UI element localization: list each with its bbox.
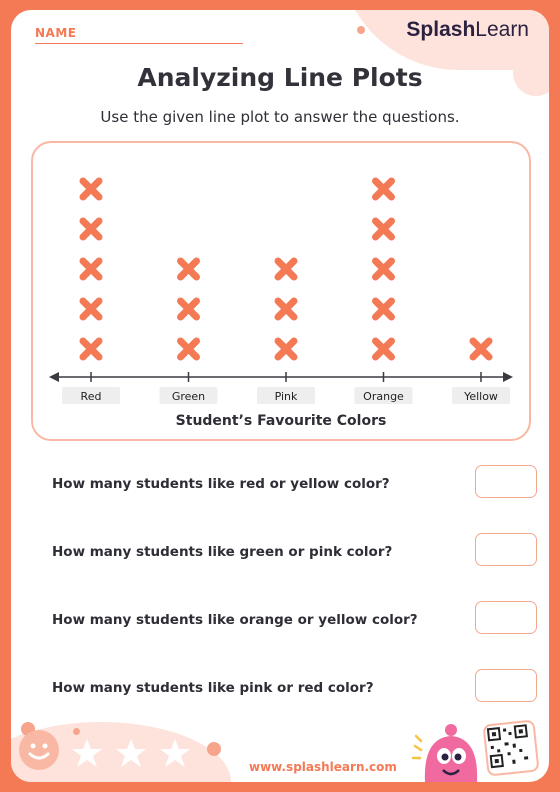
decorative-dot xyxy=(207,742,221,756)
decorative-dot xyxy=(73,728,80,735)
name-label: NAME xyxy=(35,26,77,40)
mascot-icon xyxy=(411,716,491,782)
tick-label: Green xyxy=(171,390,206,403)
page-title: Analyzing Line Plots xyxy=(137,63,423,92)
tick-label: Red xyxy=(80,390,102,403)
brand-bold: Splash xyxy=(406,18,476,41)
page-subtitle: Use the given line plot to answer the questions. xyxy=(100,108,460,126)
question-list xyxy=(11,10,549,782)
question-text: How many students like pink or red color? xyxy=(52,680,374,696)
tick-label: Orange xyxy=(363,390,404,403)
question-text: How many students like green or pink color? xyxy=(52,544,393,560)
tick-label: Pink xyxy=(274,390,298,403)
brand-light: Learn xyxy=(475,18,529,41)
answer-box[interactable] xyxy=(475,601,537,634)
worksheet xyxy=(11,10,549,782)
smiley-icon xyxy=(19,730,59,770)
x-axis-label: Student’s Favourite Colors xyxy=(175,413,387,429)
answer-box[interactable] xyxy=(475,533,537,566)
answer-box[interactable] xyxy=(475,669,537,702)
question-text: How many students like red or yellow color? xyxy=(52,476,390,492)
question-text: How many students like orange or yellow color? xyxy=(52,612,418,628)
tick-label: Yellow xyxy=(464,390,498,403)
qr-code-icon xyxy=(482,719,539,776)
footer-url[interactable]: www.splashlearn.com xyxy=(249,760,397,774)
answer-box[interactable] xyxy=(475,465,537,498)
star-icon xyxy=(69,736,199,772)
